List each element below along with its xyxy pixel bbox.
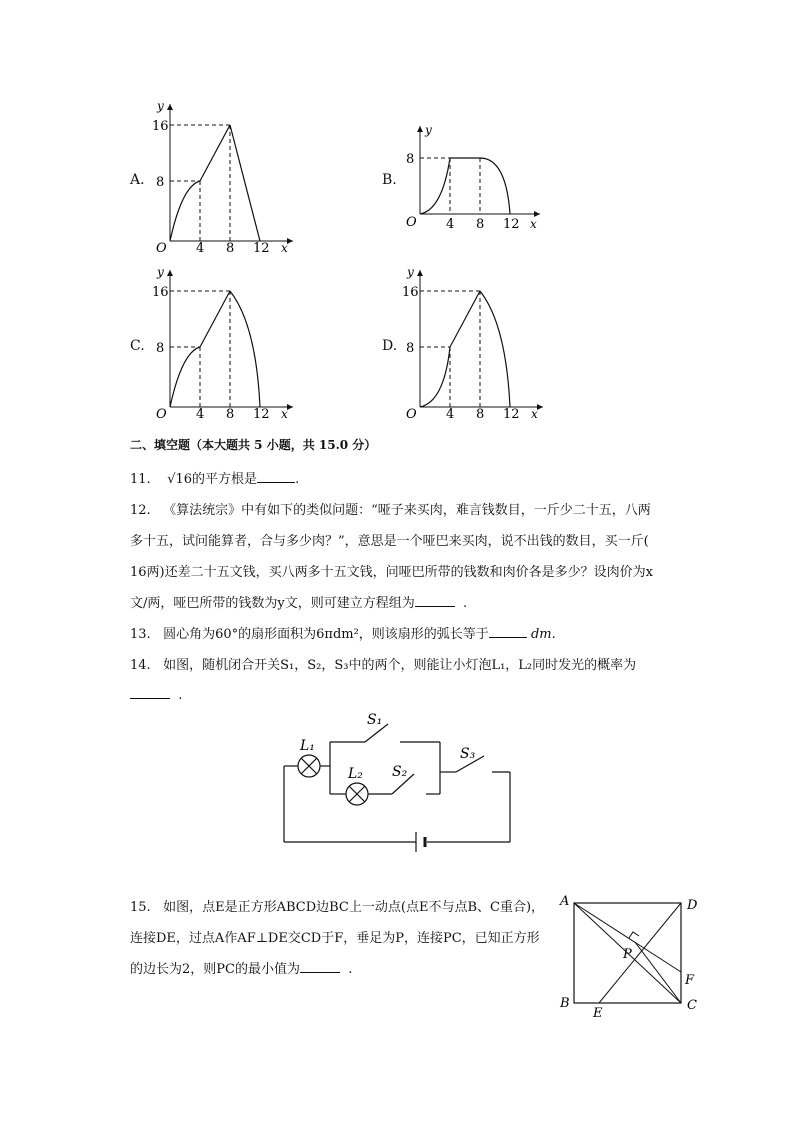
x-tick-12: 12 <box>503 407 520 422</box>
period: . <box>295 472 300 487</box>
period: . <box>551 627 556 642</box>
circuit-diagram <box>270 704 530 868</box>
option-a-graph <box>148 98 298 262</box>
x-axis-label: x <box>531 407 538 421</box>
switch-s3-label: S₃ <box>460 746 476 762</box>
question-number: 11. <box>130 472 151 487</box>
answer-blank[interactable] <box>415 594 455 607</box>
y-axis-label: y <box>157 99 164 113</box>
x-tick-8: 8 <box>226 241 235 256</box>
question-number: 14. <box>130 658 151 673</box>
option-d-label: D. <box>382 338 398 354</box>
answer-blank[interactable] <box>130 686 170 699</box>
sqrt-expression: √16 <box>167 472 193 487</box>
answer-blank[interactable] <box>257 470 295 483</box>
y-axis-label: y <box>425 123 432 137</box>
x-tick-4: 4 <box>196 407 205 422</box>
question-11 <box>130 468 299 487</box>
option-a-label: A. <box>130 172 145 188</box>
vertex-d-label: D <box>687 898 698 913</box>
y-tick-8: 8 <box>156 341 165 356</box>
question-text: 的平方根是 <box>192 472 258 487</box>
question-15-line-1 <box>130 896 544 915</box>
x-tick-8: 8 <box>476 407 485 422</box>
vertex-a-label: A <box>560 894 570 909</box>
question-text: 《算法统宗》中有如下的类似问题：“哑子来买肉，难言钱数目，一斤少二十五，八两 <box>163 503 651 518</box>
option-d-graph <box>398 264 548 428</box>
unit: dm <box>530 627 552 642</box>
square-figure <box>555 890 705 1024</box>
question-number: 15. <box>130 900 151 915</box>
option-b-label: B. <box>382 172 397 188</box>
answer-blank[interactable] <box>300 960 340 973</box>
period: . <box>178 688 183 703</box>
question-12-line-2: 多十五，试问能算者，合与多少肉？”，意思是一个哑巴来买肉，说不出钱的数目，买一斤( <box>130 534 649 549</box>
point-p-label: P <box>623 947 632 962</box>
bulb-l2-label: L₂ <box>348 766 363 782</box>
origin-label: O <box>156 241 167 256</box>
switch-s1-label: S₁ <box>367 712 383 728</box>
section-title: 二、填空题（本大题共 5 小题，共 15.0 分） <box>130 438 377 452</box>
y-axis-label: y <box>157 265 164 279</box>
question-number: 13. <box>130 627 151 642</box>
x-tick-8: 8 <box>226 407 235 422</box>
question-14-line-1 <box>130 654 636 673</box>
point-e-label: E <box>593 1006 603 1020</box>
origin-label: O <box>406 215 417 230</box>
option-c-label: C. <box>130 338 145 354</box>
y-axis-label: y <box>407 265 414 279</box>
y-tick-8: 8 <box>406 341 415 356</box>
question-text: 的边长为2，则PC的最小值为 <box>130 962 300 977</box>
option-b-graph <box>398 120 548 244</box>
origin-label: O <box>406 407 417 422</box>
question-number: 12. <box>130 503 151 518</box>
question-12-line-1 <box>130 499 651 518</box>
y-tick-8: 8 <box>156 175 165 190</box>
y-tick-16: 16 <box>152 285 169 300</box>
bulb-l1-label: L₁ <box>300 738 315 754</box>
x-tick-4: 4 <box>446 407 455 422</box>
x-tick-12: 12 <box>253 241 270 256</box>
vertex-b-label: B <box>560 996 570 1011</box>
switch-s2-label: S₂ <box>392 764 408 780</box>
origin-label: O <box>156 407 167 422</box>
question-13 <box>130 623 556 642</box>
y-tick-16: 16 <box>402 285 419 300</box>
x-axis-label: x <box>281 407 288 421</box>
vertex-c-label: C <box>687 998 697 1013</box>
x-tick-12: 12 <box>253 407 270 422</box>
question-text: 如图，点E是正方形ABCD边BC上一动点(点E不与点B、C重合)， <box>163 900 545 915</box>
question-text: 圆心角为60°的扇形面积为6πdm²，则该扇形的弧长等于 <box>163 627 489 642</box>
question-12-line-3: 16两)还差二十五文钱，买八两多十五文钱，问哑巴所带的钱数和肉价各是多少？设肉价为x <box>130 565 653 580</box>
answer-blank[interactable] <box>489 625 527 638</box>
question-12-line-4 <box>130 592 467 611</box>
question-text: 如图，随机闭合开关S₁，S₂，S₃中的两个，则能让小灯泡L₁，L₂同时发光的概率为 <box>163 658 637 673</box>
x-axis-label: x <box>281 241 288 255</box>
x-axis-label: x <box>530 217 537 231</box>
period: . <box>463 596 468 611</box>
period: . <box>348 962 353 977</box>
question-text: 文/两，哑巴所带的钱数为y文，则可建立方程组为 <box>130 596 415 611</box>
x-tick-8: 8 <box>476 217 485 232</box>
x-tick-12: 12 <box>503 217 520 232</box>
y-tick-16: 16 <box>152 119 169 134</box>
point-f-label: F <box>685 973 695 988</box>
option-c-graph <box>148 264 298 428</box>
question-15-line-2: 连接DE，过点A作AF⊥DE交CD于F，垂足为P，连接PC，已知正方形 <box>130 931 540 946</box>
x-tick-4: 4 <box>446 217 455 232</box>
x-tick-4: 4 <box>196 241 205 256</box>
question-14-line-2 <box>130 686 182 703</box>
y-tick-8: 8 <box>406 152 415 167</box>
question-15-line-3 <box>130 958 352 977</box>
